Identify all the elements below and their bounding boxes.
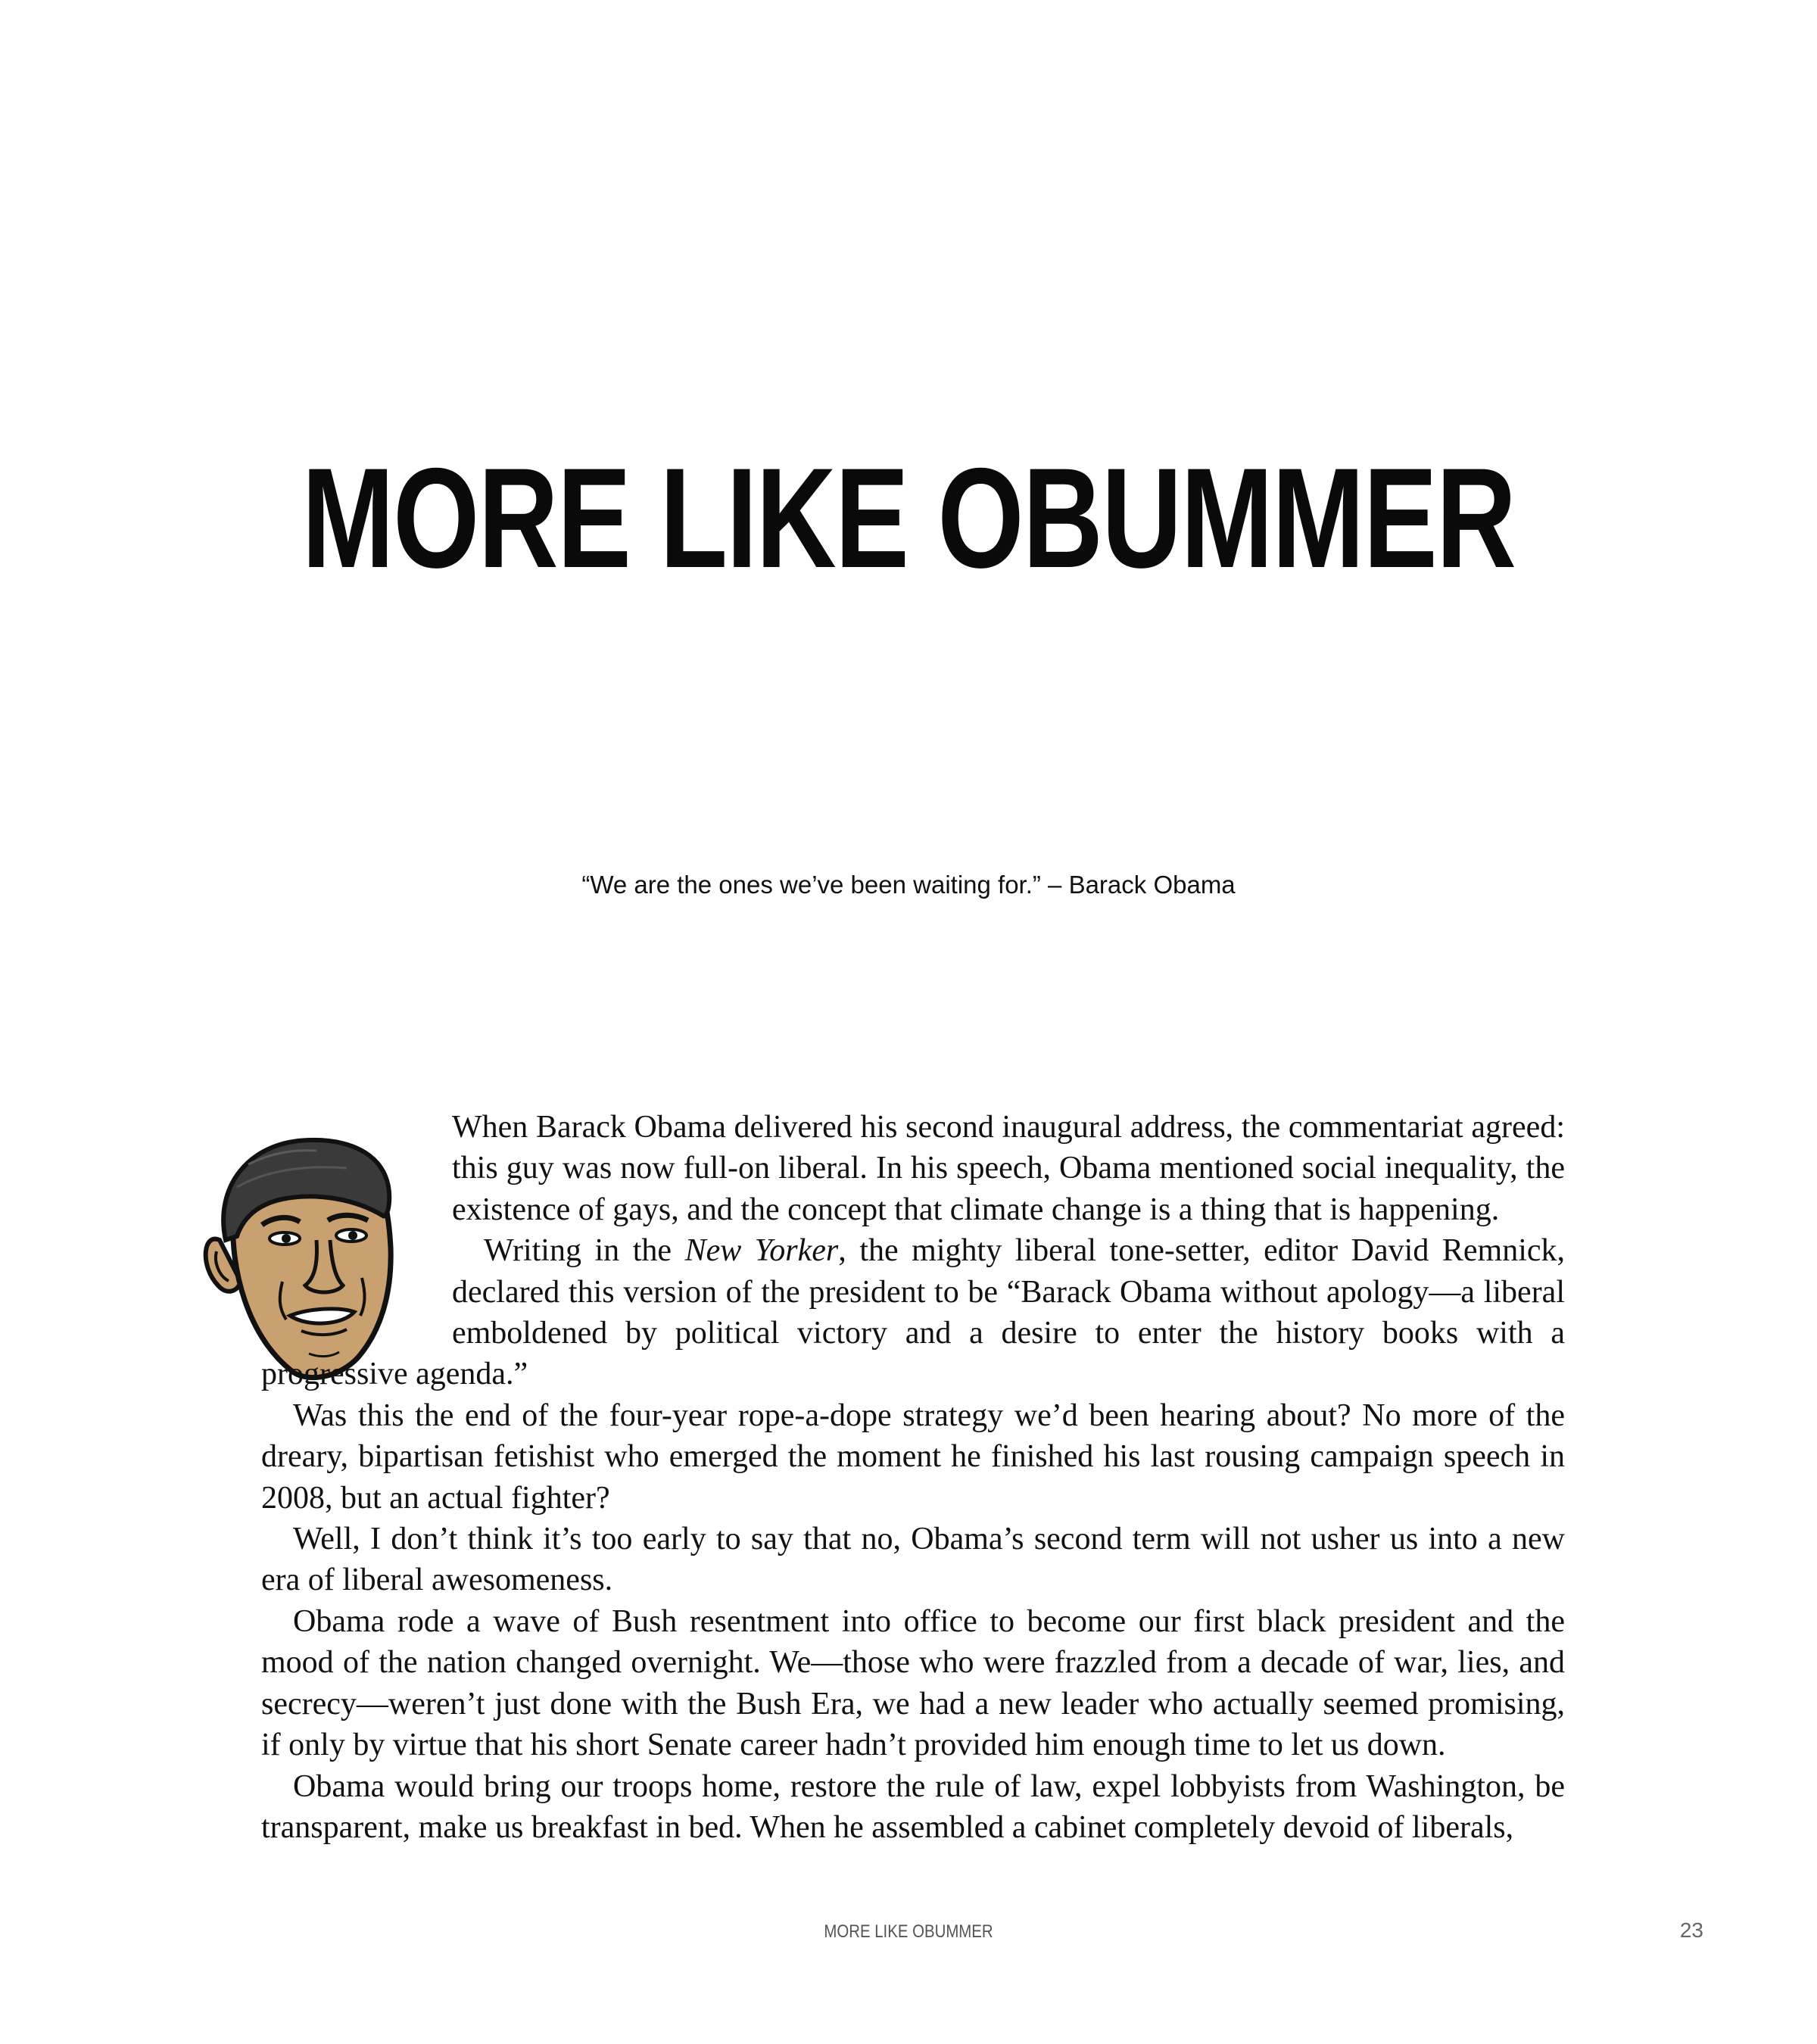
paragraph: Was this the end of the four-year rope-a-dope strategy we’d been hearing about? No more of the dreary, bipartisan fetishist who emerged the moment he finished his last rousing campaign speech in 2008, but an actual fighter?	[261, 1397, 1565, 1516]
illustration-wrap-space	[261, 1107, 452, 1353]
epigraph-quote: “We are the ones we’ve been waiting for.” – Barack Obama	[581, 871, 1236, 899]
paragraph-text: Writing in the	[484, 1233, 685, 1269]
paragraph-text: , the mighty liberal tone-setter, editor David Remnick, declared this version of the president to be “Barack Obama without apology—a liberal emboldened by political victory and a desire to enter the history books with a progressive agenda.”	[261, 1233, 1566, 1392]
paragraph	[261, 1230, 1565, 1395]
body-text	[261, 1107, 1565, 1848]
paragraph: Well, I don’t think it’s too early to say that no, Obama’s second term will not usher us into a new era of liberal awesomeness.	[261, 1522, 1565, 1598]
paragraph: Obama rode a wave of Bush resentment into office to become our first black president and the mood of the nation changed overnight. We—those who were frazzled from a decade of war, lies, and secrecy—weren’t just done with the Bush Era, we had a new leader who actually seemed promising, if only by virtue that his short Senate career hadn’t provided him enough time to let us down.	[261, 1603, 1565, 1763]
publication-name: New Yorker	[684, 1233, 839, 1269]
page-number: 23	[1679, 1918, 1703, 1942]
paragraph: When Barack Obama delivered his second inaugural address, the commentariat agreed: this guy was now full-on liberal. In his speech, Obama mentioned social inequality, the existence of gays, and the concept that climate change is a thing that is happening.	[452, 1110, 1565, 1227]
paragraph: Obama would bring our troops home, restore the rule of law, expel lobbyists from Washington, be transparent, make us breakfast in bed. When he assembled a cabinet completely devoid of liberals,	[261, 1768, 1565, 1845]
running-footer-title: MORE LIKE OBUMMER	[824, 1921, 993, 1942]
chapter-title: MORE LIKE OBUMMER	[301, 438, 1516, 597]
